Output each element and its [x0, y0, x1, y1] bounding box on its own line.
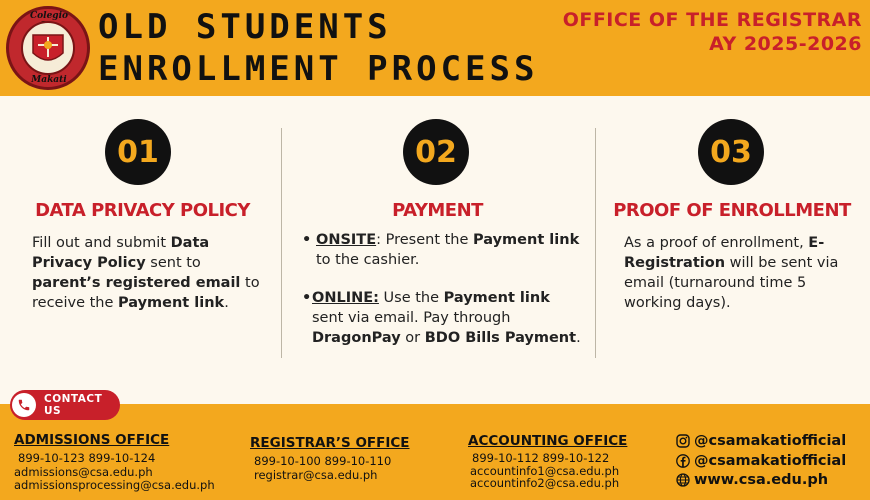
- step-body-3: As a proof of enrollment, E-Registration will be sent via email (turnaround time 5 working days).: [624, 235, 839, 311]
- registrar-office-title: REGISTRAR’S OFFICE: [250, 435, 410, 451]
- step-number-2: 02: [403, 119, 469, 185]
- column-divider-1: [281, 128, 282, 358]
- social-facebook[interactable]: [676, 453, 846, 469]
- website-url: www.csa.edu.ph: [694, 472, 829, 488]
- facebook-handle: @csamakatiofficial: [694, 453, 847, 469]
- page-title: [98, 6, 538, 90]
- step-title-1: DATA PRIVACY POLICY: [35, 200, 250, 221]
- admissions-email-2[interactable]: admissionsprocessing@csa.edu.ph: [14, 478, 215, 492]
- instagram-handle: @csamakatiofficial: [694, 433, 847, 449]
- title-line-1: OLD STUDENTS: [98, 7, 392, 47]
- registrar-email[interactable]: registrar@csa.edu.ph: [254, 468, 378, 482]
- step-number-1: 01: [105, 119, 171, 185]
- title-line-2: ENROLLMENT PROCESS: [98, 49, 539, 89]
- payment-online-item: • ONLINE: Use the Payment link sent via email. Pay through DragonPay or BDO Bills Payment.: [302, 290, 581, 346]
- admissions-email-1[interactable]: admissions@csa.edu.ph: [14, 465, 153, 479]
- accounting-email-1[interactable]: accountinfo1@csa.edu.ph: [470, 464, 620, 478]
- contact-us-label: CONTACT US: [44, 393, 103, 417]
- admissions-office-title: ADMISSIONS OFFICE: [14, 432, 170, 448]
- office-name: OFFICE OF THE REGISTRAR: [562, 9, 862, 31]
- logo-text-bottom: Makati: [31, 75, 67, 85]
- step-body-2: [302, 230, 587, 288]
- admissions-phones: 899-10-123 899-10-124: [18, 451, 156, 465]
- phone-icon: [12, 393, 36, 417]
- header-banner: [0, 0, 870, 96]
- column-divider-2: [595, 128, 596, 358]
- step-number-3: 03: [698, 119, 764, 185]
- social-instagram[interactable]: [676, 433, 846, 449]
- registrar-phones: 899-10-100 899-10-110: [254, 454, 392, 468]
- social-website[interactable]: [676, 472, 828, 488]
- accounting-phones: 899-10-112 899-10-122: [472, 451, 610, 465]
- accounting-email-2[interactable]: accountinfo2@csa.edu.ph: [470, 476, 620, 490]
- step-title-3: PROOF OF ENROLLMENT: [613, 200, 851, 221]
- logo-text-top: Colegio: [29, 11, 69, 21]
- logo-seal-icon: [21, 21, 75, 75]
- school-year: AY 2025-2026: [709, 33, 862, 55]
- accounting-office-title: ACCOUNTING OFFICE: [468, 433, 628, 449]
- payment-onsite-item: • ONSITE: Present the Payment link to the cashier.: [302, 230, 587, 270]
- globe-icon: [676, 473, 690, 487]
- step-title-2: PAYMENT: [392, 200, 483, 221]
- instagram-icon: [676, 434, 690, 448]
- step-body-1: Fill out and submit Data Privacy Policy sent to parent’s registered email to receive the Payment link.: [32, 235, 260, 311]
- school-logo: [6, 6, 90, 90]
- facebook-icon: [676, 454, 690, 468]
